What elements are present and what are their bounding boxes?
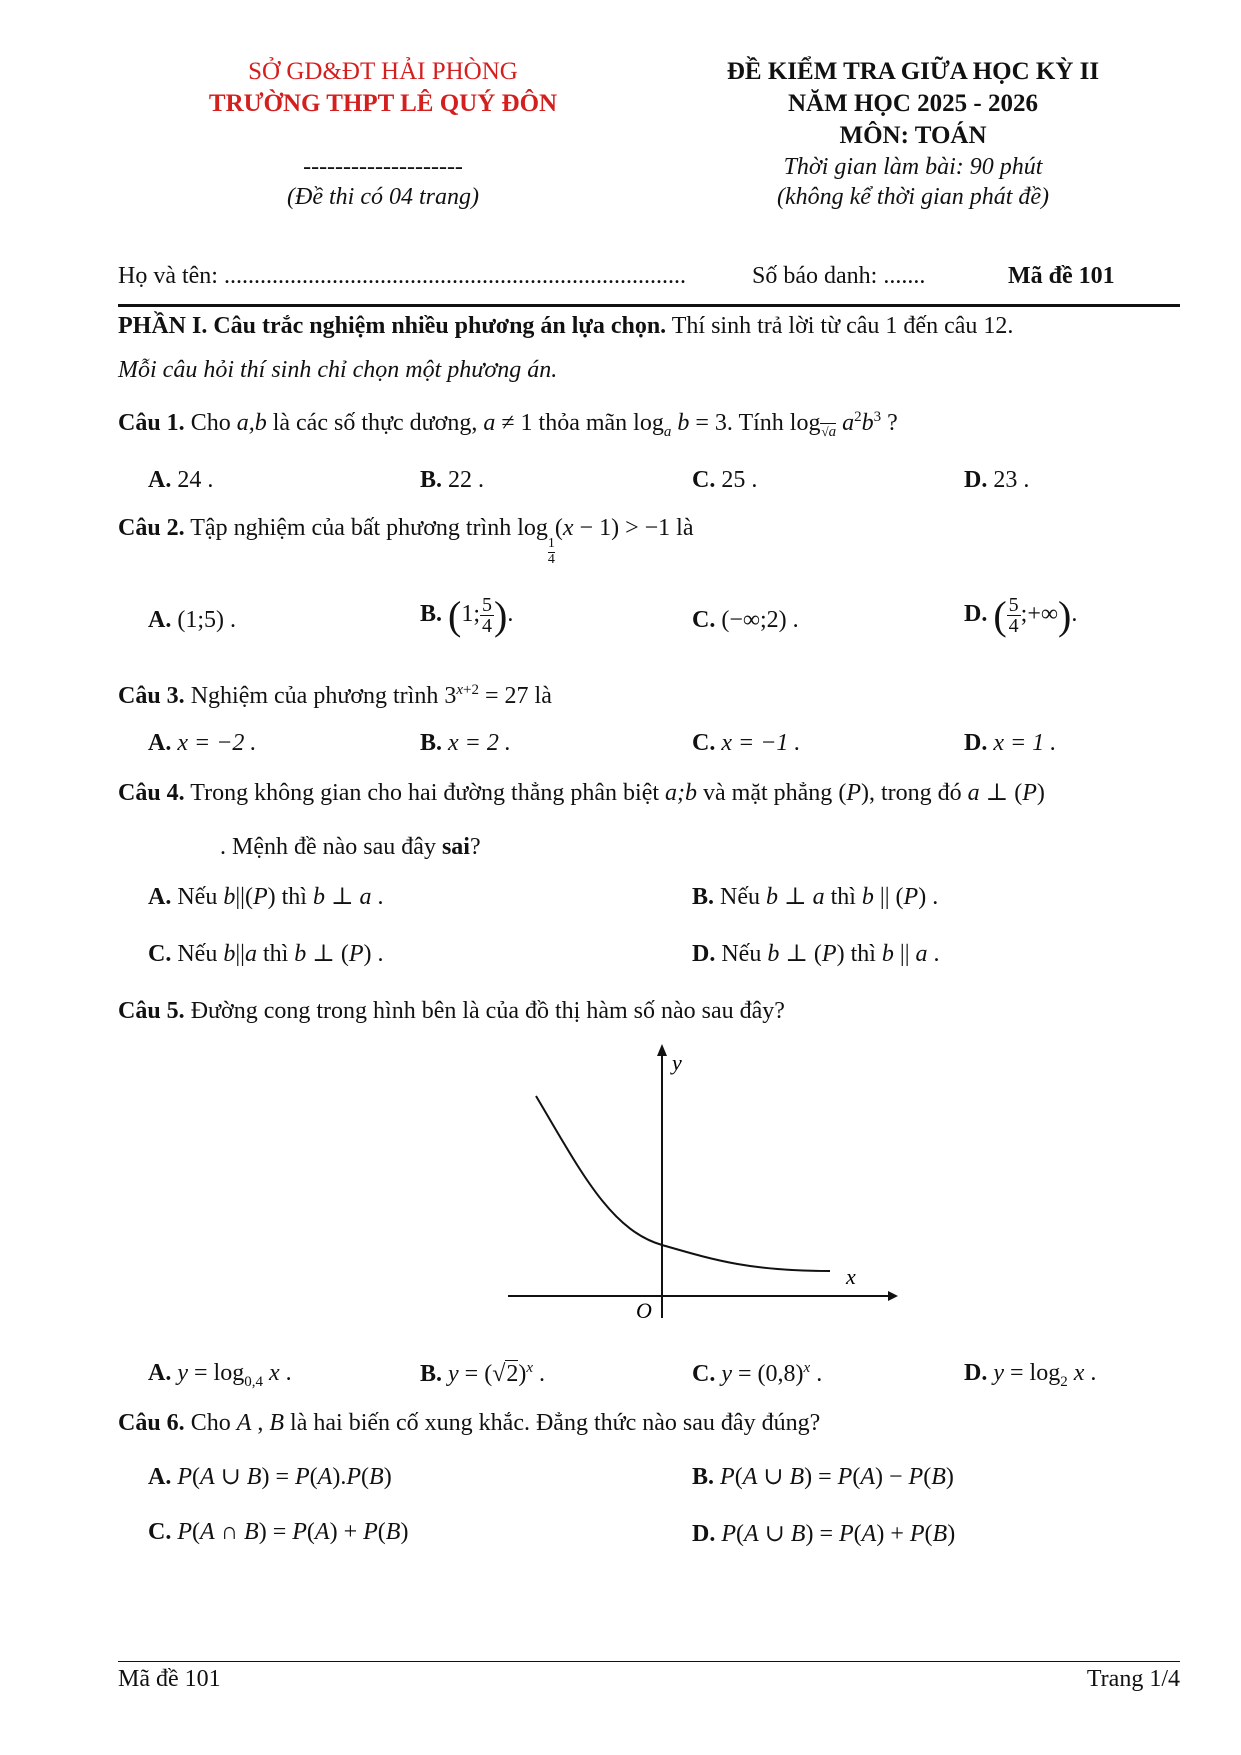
q3-option-d[interactable]: D. x = 1 . — [964, 730, 1057, 756]
q3-option-b[interactable]: B. x = 2 . — [420, 730, 511, 756]
q3-option-a[interactable]: A. x = −2 . — [148, 730, 257, 756]
q4-option-a[interactable]: A. Nếu b||(P) thì b ⊥ a . — [148, 884, 384, 910]
exam-title: ĐỀ KIỂM TRA GIỮA HỌC KỲ II — [726, 58, 1100, 85]
q4-option-d[interactable]: D. Nếu b ⊥ (P) thì b || a . — [692, 941, 940, 967]
function-graph — [500, 1040, 900, 1330]
header-dashes: -------------------- — [303, 154, 463, 180]
pages-note: (Đề thi có 04 trang) — [287, 184, 479, 210]
q2-option-a[interactable]: A. (1;5) . — [148, 607, 236, 633]
exam-time-note: (không kể thời gian phát đề) — [776, 184, 1050, 210]
q1-option-c[interactable]: C. 25 . — [692, 467, 758, 493]
subject: MÔN: TOÁN — [839, 122, 987, 149]
exam-time: Thời gian làm bài: 90 phút — [783, 154, 1043, 180]
question-5: Câu 5. Đường cong trong hình bên là của đồ thị hàm số nào sau đây? — [118, 998, 785, 1024]
question-6: Câu 6. Cho A , B là hai biến cố xung khắc. Đẳng thức nào sau đây đúng? — [118, 1410, 821, 1436]
exam-code: Mã đề 101 — [1008, 263, 1115, 289]
q1-option-b[interactable]: B. 22 . — [420, 467, 485, 493]
footer-page-number: Trang 1/4 — [1086, 1666, 1180, 1692]
q6-option-d[interactable]: D. P(A ∪ B) = P(A) + P(B) — [692, 1521, 956, 1547]
y-axis-arrow — [657, 1044, 667, 1056]
question-4-line2: . Mệnh đề nào sau đây sai? — [220, 834, 481, 860]
q6-option-a[interactable]: A. P(A ∪ B) = P(A).P(B) — [148, 1464, 392, 1490]
q6-option-c[interactable]: C. P(A ∩ B) = P(A) + P(B) — [148, 1519, 409, 1545]
q2-option-c[interactable]: C. (−∞;2) . — [692, 607, 799, 633]
x-axis-arrow — [888, 1291, 898, 1301]
q4-option-b[interactable]: B. Nếu b ⊥ a thì b || (P) . — [692, 884, 939, 910]
part1-instruction: Mỗi câu hỏi thí sinh chỉ chọn một phương án. — [118, 357, 558, 383]
q3-option-c[interactable]: C. x = −1 . — [692, 730, 801, 756]
q1-option-a[interactable]: A. 24 . — [148, 467, 214, 493]
header-rule — [118, 304, 1180, 307]
q4-option-c[interactable]: C. Nếu b||a thì b ⊥ (P) . — [148, 941, 384, 967]
footer-exam-code: Mã đề 101 — [118, 1666, 221, 1692]
x-axis-label: x — [846, 1264, 856, 1289]
school-year: NĂM HỌC 2025 - 2026 — [788, 90, 1038, 117]
student-id-field: Số báo danh: ....... — [752, 263, 926, 289]
question-4: Câu 4. Trong không gian cho hai đường thẳng phân biệt a;b và mặt phẳng (P), trong đó a ⊥ (P) — [118, 780, 1045, 806]
q1-option-d[interactable]: D. 23 . — [964, 467, 1030, 493]
school-name: TRƯỜNG THPT LÊ QUÝ ĐÔN — [208, 90, 558, 117]
q5-option-d[interactable]: D. $y = \log_2 x$ . — [964, 1360, 1097, 1390]
student-name-field: Họ và tên: ............................................................................. — [118, 263, 686, 289]
q5-option-c[interactable]: C. $y = (0,8)^x$ . — [692, 1360, 823, 1387]
q2-option-d[interactable]: D. ( $\frac{5}{4}$ ;+∞). — [964, 593, 1078, 638]
y-axis-label: y — [672, 1050, 682, 1075]
q5-option-b[interactable]: B. $y = (√2)^x$ . — [420, 1360, 546, 1387]
q5-option-a[interactable]: A. $y = \log_{0,4} x$ . — [148, 1360, 292, 1390]
part1-heading: PHẦN I. Câu trắc nghiệm nhiều phương án lựa chọn. Thí sinh trả lời từ câu 1 đến câu 12. — [118, 313, 1014, 339]
exponential-curve — [536, 1096, 830, 1271]
q2-option-b[interactable]: B. (1; $\frac{5}{4}$ ). — [420, 593, 514, 638]
question-3: Câu 3. Nghiệm của phương trình $3^{x+2} = 27$ là — [118, 682, 552, 709]
question-1: Câu 1. Cho a,b là các số thực dương, a ≠ 1 thỏa mãn $\log_a b = 3$. Tính $\log_{√a} a^2b^3$ ? — [118, 409, 898, 440]
footer-rule — [118, 1661, 1180, 1662]
question-2: Câu 2. Tập nghiệm của bất phương trình log $\frac{1}{4}$ (x − 1) > −1 là — [118, 515, 694, 567]
origin-label: O — [636, 1298, 652, 1323]
department-name: SỞ GD&ĐT HẢI PHÒNG — [248, 58, 518, 85]
q6-option-b[interactable]: B. P(A ∪ B) = P(A) − P(B) — [692, 1464, 954, 1490]
